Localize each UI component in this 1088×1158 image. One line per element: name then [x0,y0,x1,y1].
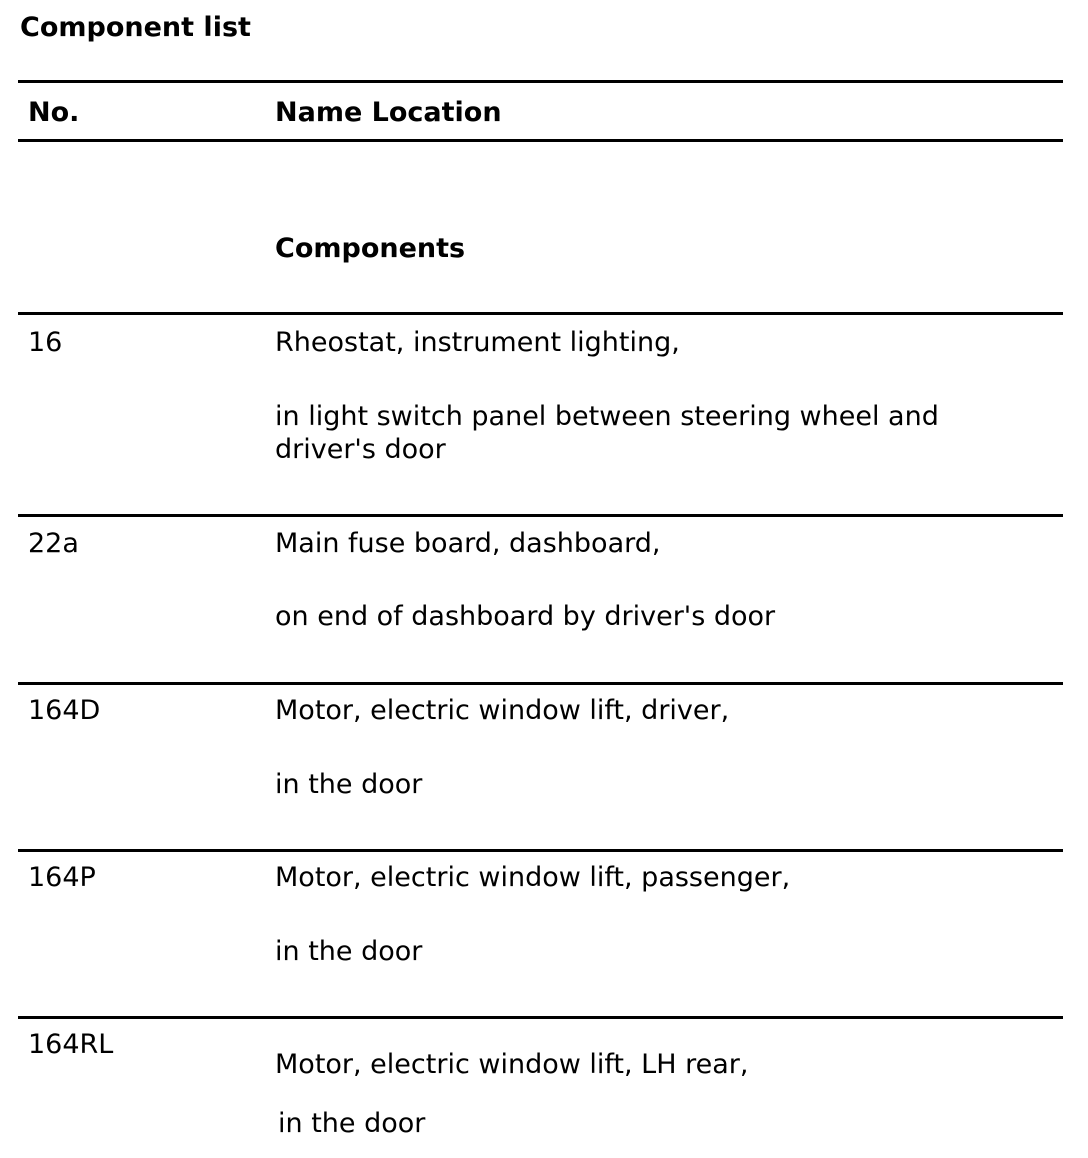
table-top-rule [18,80,1063,83]
row-component-name: Motor, electric window lift, driver, [275,695,730,726]
row-divider [18,514,1063,517]
row-number: 16 [28,327,63,358]
section-heading: Components [275,233,466,264]
row-divider [18,1016,1063,1019]
header-bottom-rule [18,139,1063,142]
row-number: 164RL [28,1029,114,1060]
row-component-name: Main fuse board, dashboard, [275,528,661,559]
row-divider [18,682,1063,685]
row-divider [18,312,1063,315]
row-component-name: Rheostat, instrument lighting, [275,327,680,358]
page-title: Component list [20,12,251,43]
row-component-location: in light switch panel between steering wheel and driver's door [275,401,939,465]
row-component-location: in the door [275,936,423,967]
row-component-location: in the door [275,769,423,800]
row-number: 164D [28,695,101,726]
row-component-location: in the door [278,1108,426,1139]
column-header-name-location: Name Location [275,97,502,128]
row-component-name: Motor, electric window lift, LH rear, [275,1049,749,1080]
row-component-name: Motor, electric window lift, passenger, [275,862,791,893]
column-header-no: No. [28,97,80,128]
row-divider [18,849,1063,852]
row-number: 22a [28,528,79,559]
row-component-location: on end of dashboard by driver's door [275,601,776,632]
row-number: 164P [28,862,96,893]
